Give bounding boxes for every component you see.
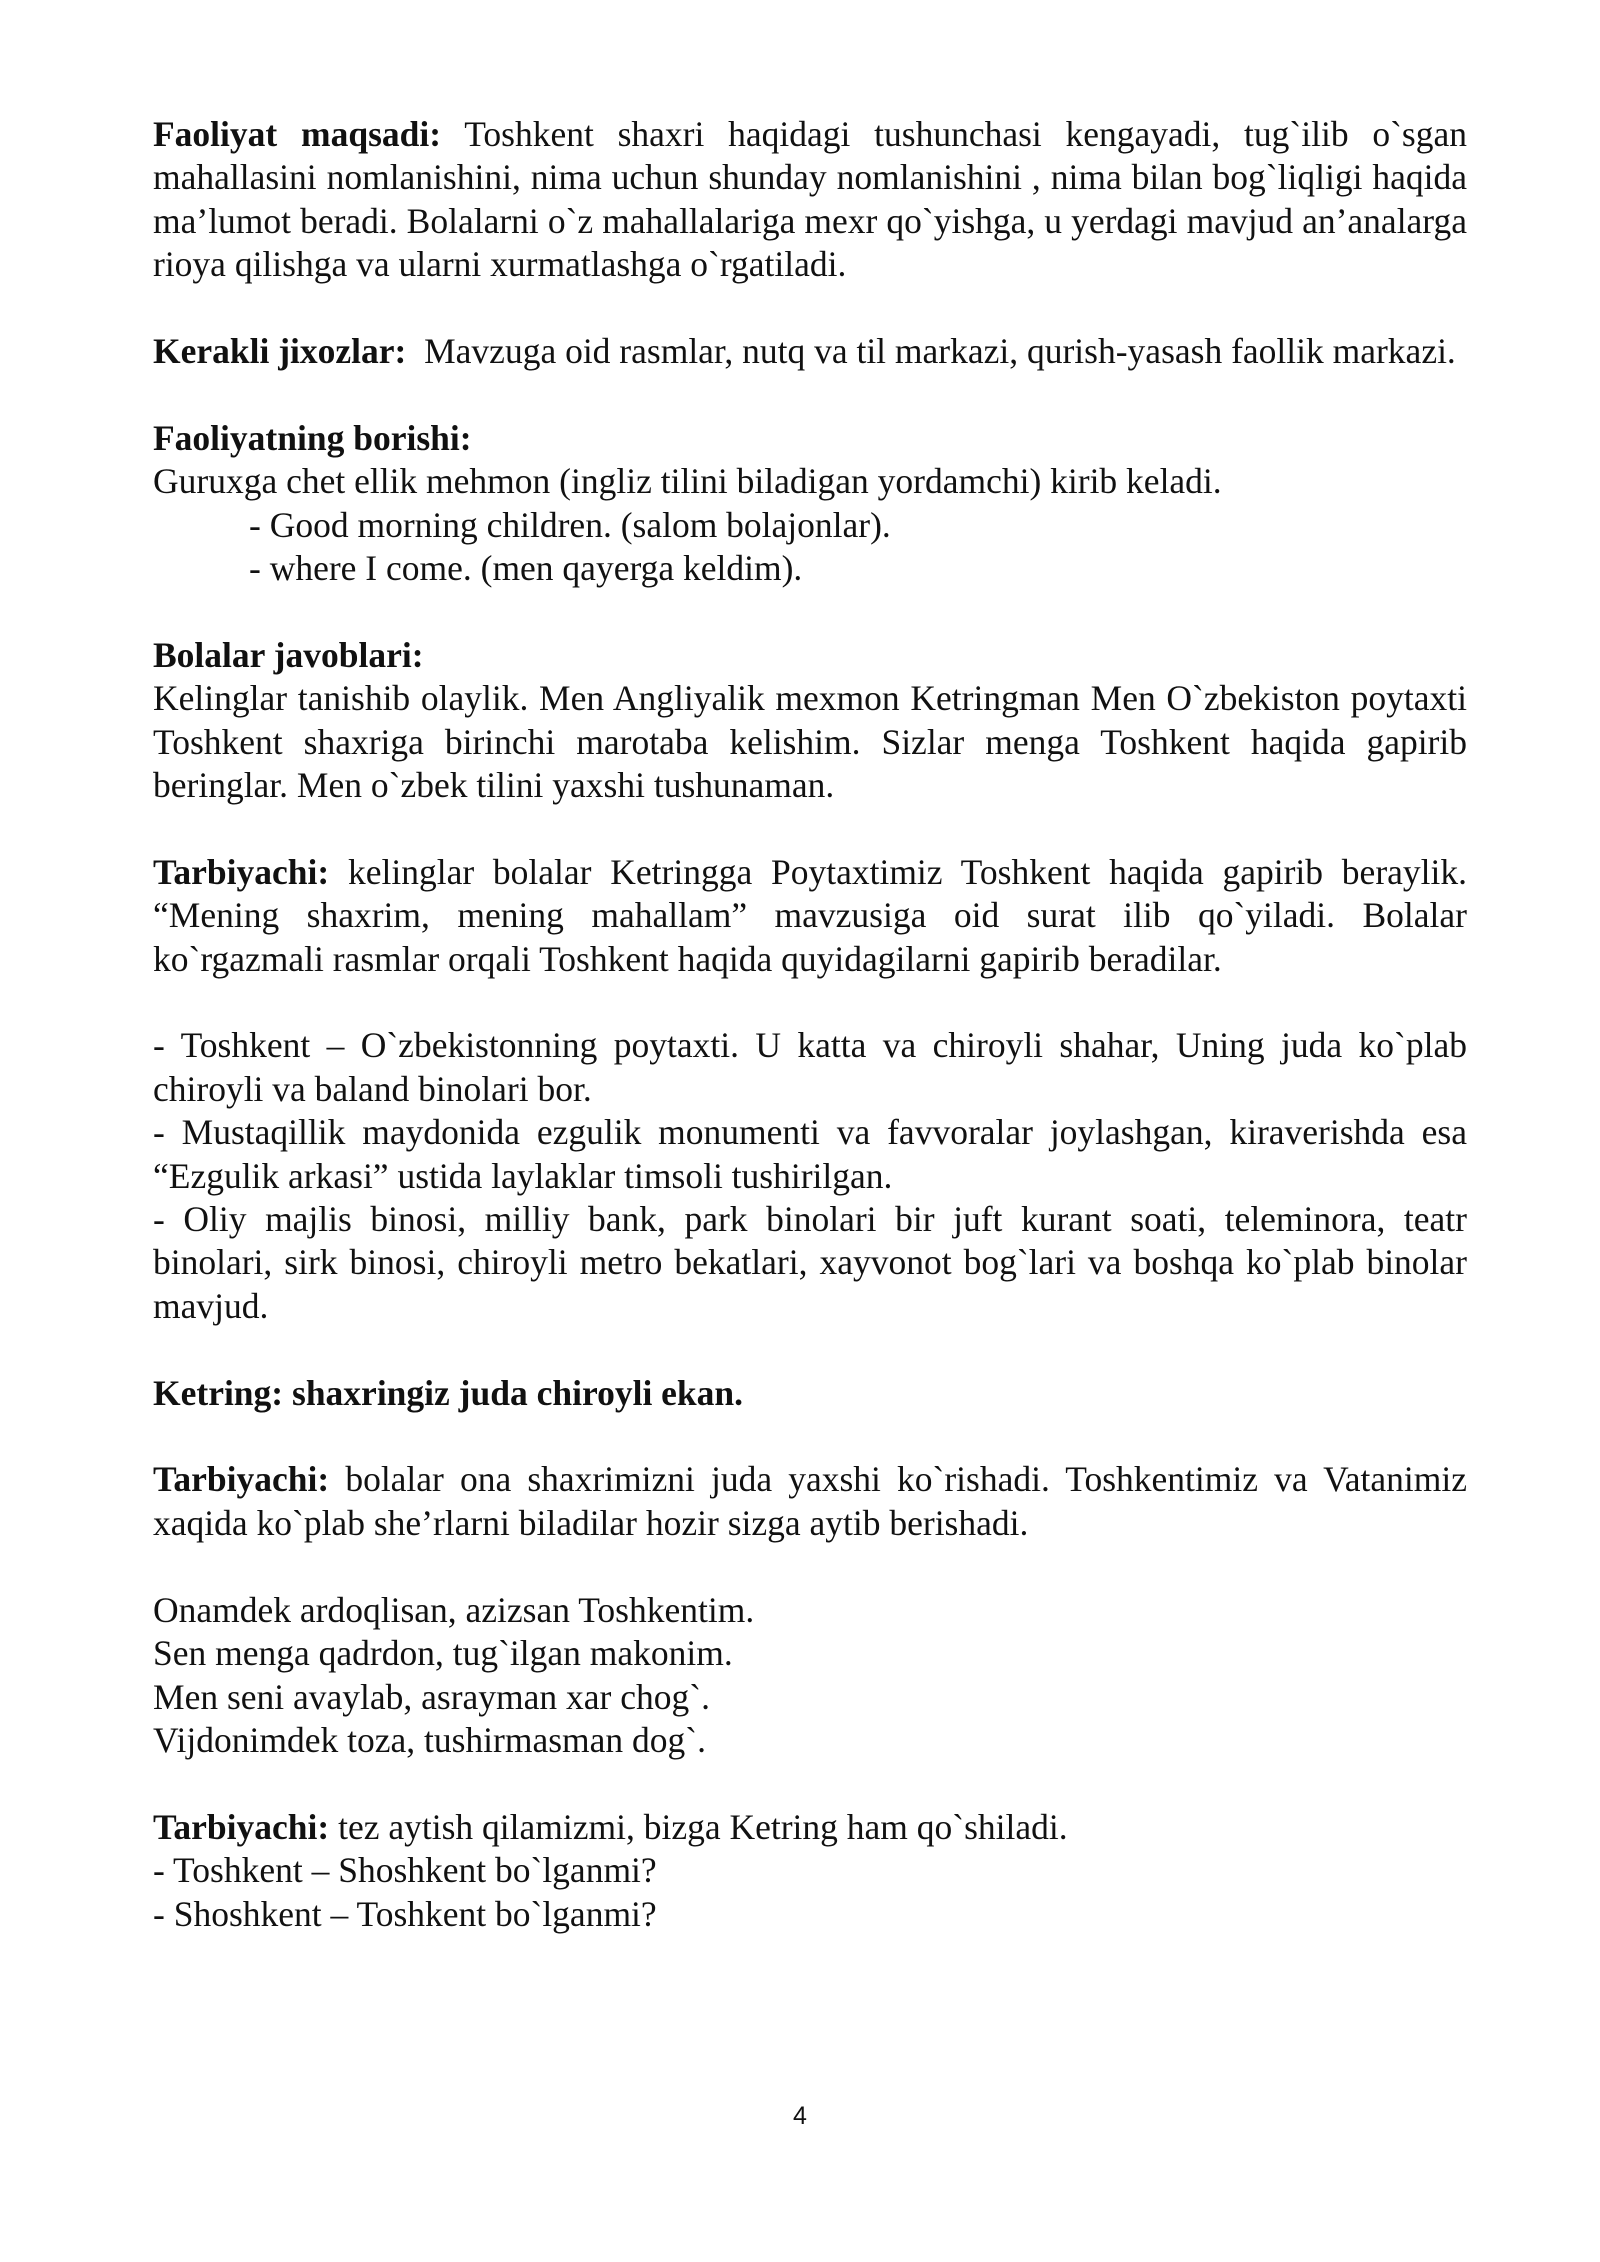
poem-line: Sen menga qadrdon, tug`ilgan makonim.	[153, 1633, 733, 1674]
spacer	[153, 981, 1467, 1024]
teacher-text: tez aytish qilamizmi, bizga Ketring ham qo`shiladi.	[329, 1806, 1068, 1847]
poem-line: Onamdek ardoqlisan, azizsan Toshkentim.	[153, 1589, 755, 1630]
tongue-twister-line: - Shoshkent – Toshkent bo`lganmi?	[153, 1893, 657, 1934]
process-label: Faoliyatning borishi:	[153, 417, 472, 458]
spacer	[153, 590, 1467, 633]
teacher-paragraph-1	[153, 851, 1467, 981]
page-number: 4	[793, 2102, 807, 2130]
fact-item: - Toshkent – O`zbekistonning poytaxti. U katta va chiroyli shahar, Uning juda ko`plab chiroyli va baland binolari bor.	[153, 1025, 1467, 1109]
process-line: - Good morning children. (salom bolajonlar).	[249, 504, 891, 545]
fact-item: - Oliy majlis binosi, milliy bank, park binolari bir juft kurant soati, teleminora, teatr binolari, sirk binosi, chiroyli metro bekatlari, xayvonot bog`lari va boshqa ko`plab binolar mavjud.	[153, 1199, 1467, 1326]
answers-heading	[153, 634, 1467, 677]
poem-line: Vijdonimdek toza, tushirmasman dog`.	[153, 1719, 706, 1760]
spacer	[153, 1328, 1467, 1371]
equipment-label: Kerakli jixozlar:	[153, 331, 407, 372]
tongue-twister-line: - Toshkent – Shoshkent bo`lganmi?	[153, 1850, 657, 1891]
spacer	[153, 1415, 1467, 1458]
answers-text: Kelinglar tanishib olaylik. Men Angliyalik mexmon Ketringman Men O`zbekiston poytaxti Toshkent shaxriga birinchi marotaba kelishim. Sizlar menga Toshkent haqida gapirib beringlar. Men o`zbek tilini yaxshi tushunaman.	[153, 678, 1467, 806]
spacer	[153, 373, 1467, 416]
poem-line: Men seni avaylab, asrayman xar chog`.	[153, 1676, 710, 1717]
answers-label: Bolalar javoblari:	[153, 634, 424, 675]
goal-text: Toshkent shaxri haqidagi tushunchasi kengayadi, tug`ilib o`sgan mahallasini nomlanishini, nima uchun shunday nomlanishini , nima bilan bog`liqligi haqida ma’lumot beradi. Bolalarni o`z mahallalariga mexr qo`yishga, u yerdagi mavjud an’analarga rioya qilishga va ularni xurmatlashga o`rgatiladi.	[153, 114, 1467, 285]
teacher-label: Tarbiyachi:	[153, 1806, 330, 1847]
process-heading	[153, 417, 1467, 460]
document-page	[153, 113, 1467, 1936]
teacher-paragraph-3	[153, 1806, 1467, 1849]
process-intro: Guruxga chet ellik mehmon (ingliz tilini biladigan yordamchi) kirib keladi.	[153, 461, 1222, 502]
spacer	[153, 287, 1467, 330]
fact-item: - Mustaqillik maydonida ezgulik monumenti va favvoralar joylashgan, kiraverishda esa “Ezgulik arkasi” ustida laylaklar timsoli tushirilgan.	[153, 1112, 1467, 1196]
goal-label: Faoliyat maqsadi:	[153, 114, 442, 154]
teacher-label: Tarbiyachi:	[153, 1459, 330, 1500]
teacher-label: Tarbiyachi:	[153, 851, 330, 892]
teacher-paragraph-2	[153, 1458, 1467, 1545]
teacher-text: kelinglar bolalar Ketringga Poytaxtimiz Toshkent haqida gapirib beraylik. “Mening shaxrim, mening mahallam” mavzusiga oid surat ilib qo`yiladi. Bolalar ko`rgazmali rasmlar orqali Toshkent haqida quyidagilarni gapirib beradilar.	[153, 851, 1467, 979]
spacer	[153, 807, 1467, 850]
teacher-text: bolalar ona shaxrimizni juda yaxshi ko`rishadi. Toshkentimiz va Vatanimiz xaqida ko`plab she’rlarni biladilar hozir sizga aytib berishadi.	[153, 1459, 1467, 1543]
ketring-text: Ketring: shaxringiz juda chiroyli ekan.	[153, 1372, 744, 1413]
equipment-text: Mavzuga oid rasmlar, nutq va til markazi, qurish-yasash faollik markazi.	[406, 331, 1456, 372]
equipment-paragraph	[153, 330, 1467, 373]
spacer	[153, 1545, 1467, 1588]
spacer	[153, 1762, 1467, 1805]
goal-paragraph	[153, 113, 1467, 287]
process-line: - where I come. (men qayerga keldim).	[249, 548, 803, 589]
ketring-line	[153, 1372, 1467, 1415]
